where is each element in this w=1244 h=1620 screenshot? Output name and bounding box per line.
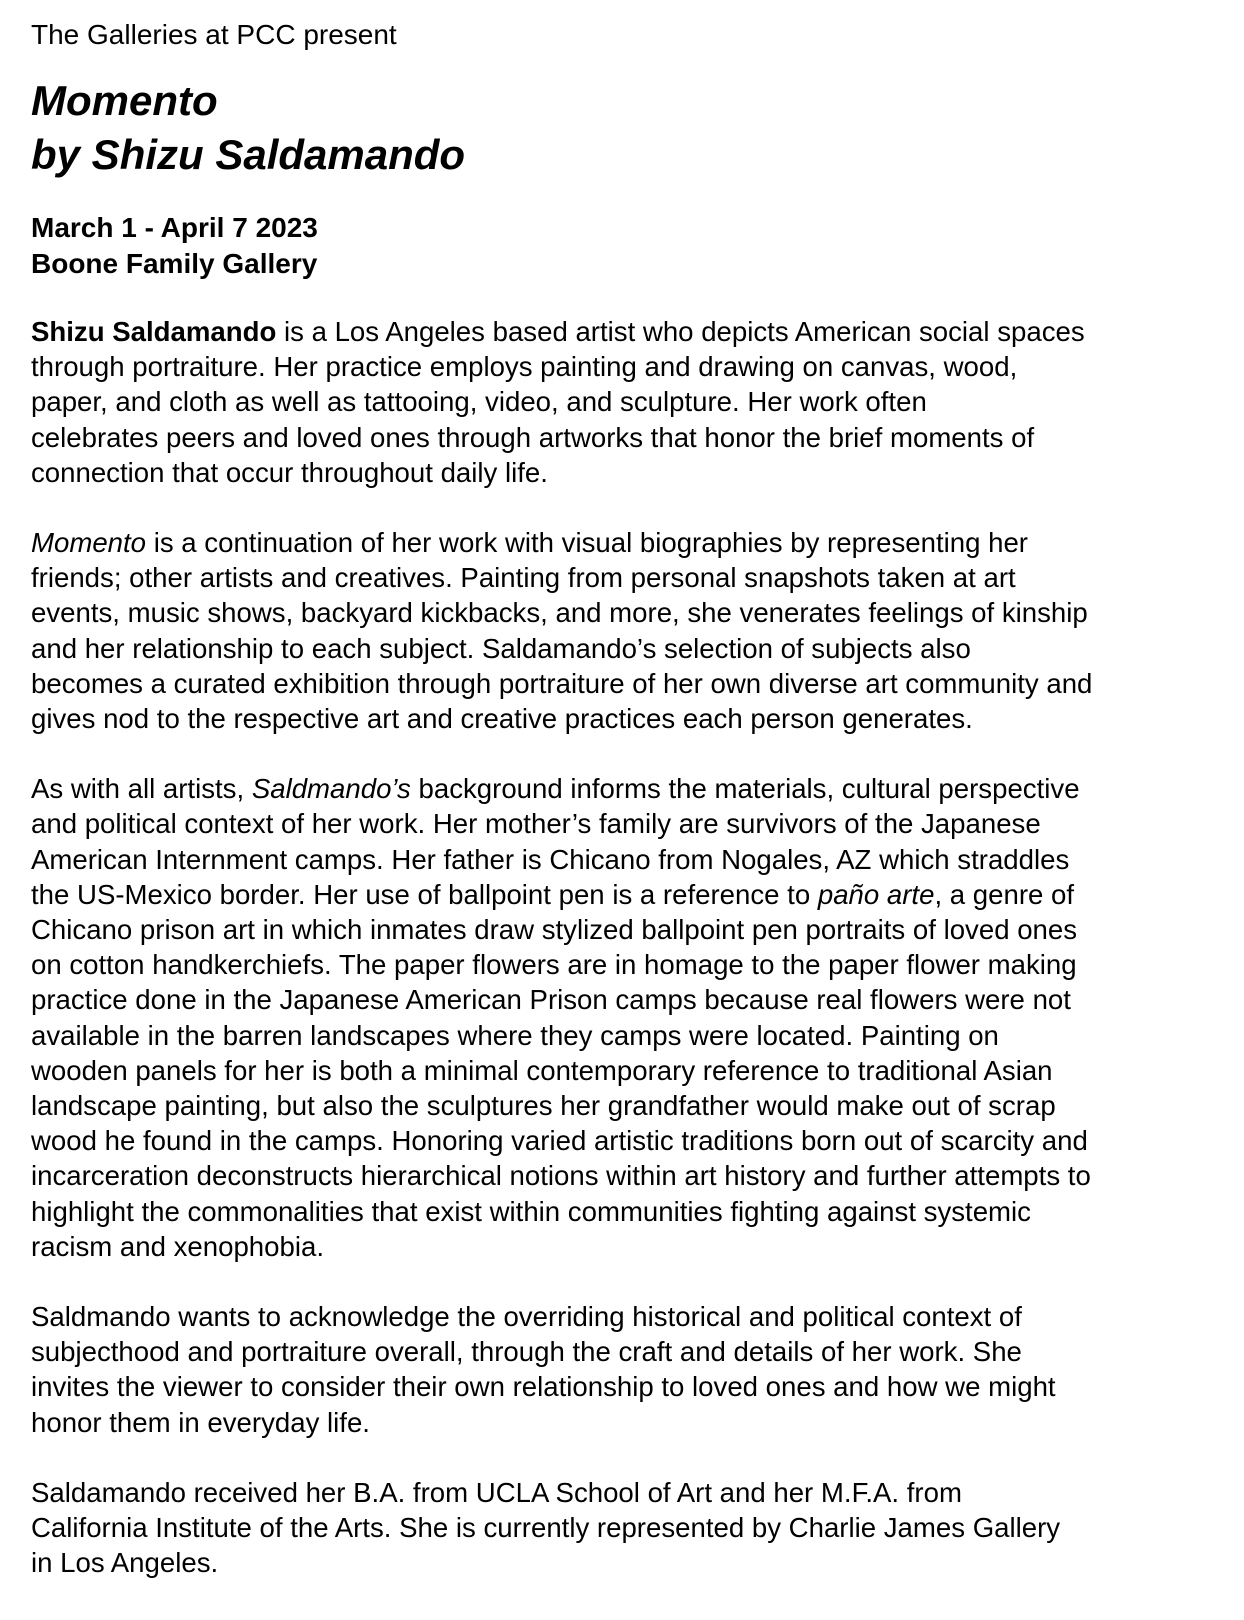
- paragraph-line: celebrates peers and loved ones through artworks that honor the brief moments of: [31, 421, 1035, 453]
- paragraph-line: landscape painting, but also the sculptures her grandfather would make out of scrap: [31, 1090, 1056, 1122]
- paragraph-line: [31, 525, 1204, 560]
- paragraph-artist-intent: [31, 1299, 1204, 1440]
- paragraph-line: Saldamando received her B.A. from UCLA School of Art and her M.F.A. from: [31, 1476, 962, 1508]
- paragraph-line: in Los Angeles.: [31, 1547, 219, 1579]
- text-run: As with all artists,: [31, 773, 252, 805]
- presenter-line: The Galleries at PCC present: [31, 19, 397, 50]
- paragraph-line: Saldmando wants to acknowledge the overriding historical and political context of: [31, 1301, 1022, 1333]
- paragraph-line: [31, 314, 1204, 349]
- text-run: is a Los Angeles based artist who depicts American social spaces: [276, 316, 1085, 347]
- paragraph-line: connection that occur throughout daily life.: [31, 456, 548, 488]
- paragraph-exhibition-description: [31, 525, 1204, 736]
- paragraph-line: racism and xenophobia.: [31, 1230, 324, 1262]
- text-run: is a continuation of her work with visual biographies by representing her: [146, 527, 1028, 559]
- exhibition-title: Momento: [31, 77, 218, 124]
- paragraph-line: events, music shows, backyard kickbacks, and more, she venerates feelings of kinship: [31, 597, 1088, 629]
- exhibition-venue: Boone Family Gallery: [31, 248, 318, 279]
- paragraph-line: incarceration deconstructs hierarchical notions within art history and further attempts to: [31, 1160, 1091, 1192]
- italic-run: Saldmando’s: [251, 773, 411, 805]
- paragraph-line: gives nod to the respective art and creative practices each person generates.: [31, 703, 973, 735]
- paragraph-line: California Institute of the Arts. She is currently represented by Charlie James Gallery: [31, 1512, 1061, 1544]
- exhibition-details: [31, 210, 1204, 282]
- paragraph-line: Chicano prison art in which inmates draw stylized ballpoint pen portraits of loved ones: [31, 914, 1078, 946]
- paragraph-line: American Internment camps. Her father is Chicano from Nogales, AZ which straddles: [31, 843, 1070, 875]
- paragraph-line: through portraiture. Her practice employs painting and drawing on canvas, wood,: [31, 351, 1018, 383]
- paragraph-line: highlight the commonalities that exist within communities fighting against systemic: [31, 1195, 1031, 1227]
- paragraph-line: wood he found in the camps. Honoring varied artistic traditions born out of scarcity and: [31, 1125, 1088, 1157]
- paragraph-line: paper, and cloth as well as tattooing, video, and sculpture. Her work often: [31, 386, 927, 418]
- text-run: background informs the materials, cultural perspective: [410, 773, 1080, 805]
- text-run: the US-Mexico border. Her use of ballpoint pen is a reference to: [31, 878, 818, 910]
- exhibition-byline: by Shizu Saldamando: [31, 131, 466, 178]
- paragraph-line: subjecthood and portraiture overall, through the craft and details of her work. She: [31, 1336, 1022, 1368]
- artist-name: Shizu Saldamando: [31, 316, 277, 347]
- paragraph-line: invites the viewer to consider their own relationship to loved ones and how we might: [31, 1371, 1056, 1403]
- text-run: , a genre of: [934, 878, 1075, 910]
- paragraph-line: friends; other artists and creatives. Painting from personal snapshots taken at art: [31, 562, 1016, 594]
- paragraph-artist-background: [31, 771, 1204, 1264]
- paragraph-line: [31, 877, 1204, 912]
- exhibition-title-inline: Momento: [31, 527, 147, 559]
- paragraph-line: practice done in the Japanese American Prison camps because real flowers were not: [31, 984, 1071, 1016]
- italic-run: paño arte: [817, 878, 935, 910]
- paragraph-line: becomes a curated exhibition through portraiture of her own diverse art community and: [31, 667, 1093, 699]
- exhibition-dates: March 1 - April 7 2023: [31, 212, 318, 243]
- paragraph-line: and political context of her work. Her mother’s family are survivors of the Japanese: [31, 808, 1041, 840]
- paragraph-line: wooden panels for her is both a minimal contemporary reference to traditional Asian: [31, 1054, 1053, 1086]
- paragraph-line: and her relationship to each subject. Saldamando’s selection of subjects also: [31, 632, 971, 664]
- paragraph-line: [31, 771, 1204, 806]
- paragraph-line: honor them in everyday life.: [31, 1406, 370, 1438]
- paragraph-artist-intro: [31, 314, 1204, 490]
- paragraph-artist-bio: [31, 1475, 1204, 1581]
- exhibition-title-block: [31, 74, 1204, 182]
- paragraph-line: on cotton handkerchiefs. The paper flowers are in homage to the paper flower making: [31, 949, 1077, 981]
- paragraph-line: available in the barren landscapes where they camps were located. Painting on: [31, 1019, 999, 1051]
